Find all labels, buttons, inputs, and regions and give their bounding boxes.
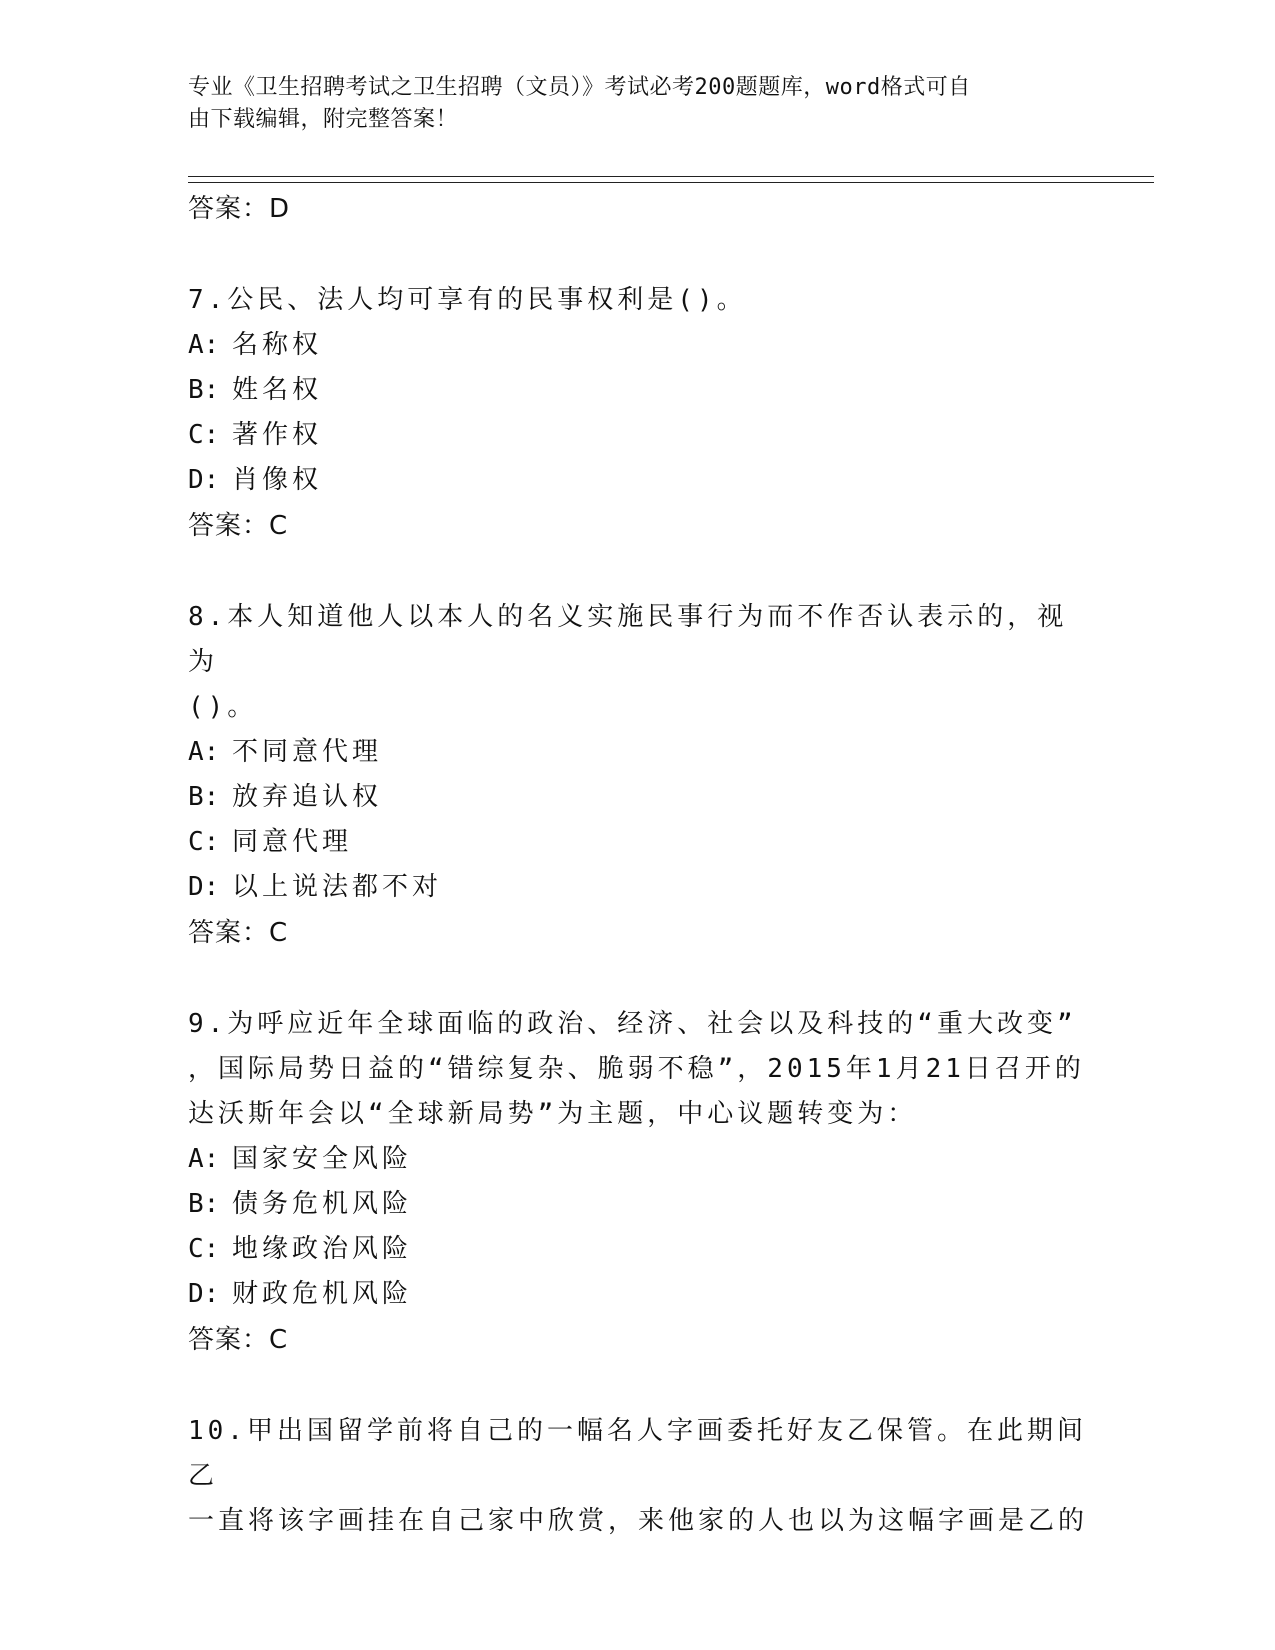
option-d xyxy=(188,865,1088,910)
question-block xyxy=(188,1002,1088,1363)
option-letter: A: xyxy=(188,330,220,360)
question-line: 达沃斯年会以“全球新局势”为主题，中心议题转变为： xyxy=(188,1099,918,1129)
option-letter: A: xyxy=(188,1144,220,1174)
option-a xyxy=(188,323,1088,368)
option-b xyxy=(188,1182,1088,1227)
option-b xyxy=(188,775,1088,820)
option-a xyxy=(188,1137,1088,1182)
option-c xyxy=(188,820,1088,865)
option-a xyxy=(188,730,1088,775)
option-b xyxy=(188,368,1088,413)
option-letter: B: xyxy=(188,1189,220,1219)
option-letter: D: xyxy=(188,1279,220,1309)
option-letter: D: xyxy=(188,465,220,495)
question-line: ，国际局势日益的“错综复杂、脆弱不稳”，2015年1月21日召开的 xyxy=(188,1054,1085,1084)
question-line: 9.为呼应近年全球面临的政治、经济、社会以及科技的“重大改变” xyxy=(188,1009,1077,1039)
option-text: 国家安全风险 xyxy=(232,1144,413,1174)
spacer xyxy=(188,232,1088,278)
option-text: 以上说法都不对 xyxy=(232,872,443,902)
question-text xyxy=(188,1002,1088,1137)
page-header xyxy=(188,72,1068,136)
question-line: 7.公民、法人均可享有的民事权利是()。 xyxy=(188,285,747,315)
option-text: 名称权 xyxy=(232,330,323,360)
spacer xyxy=(188,956,1088,1002)
question-text xyxy=(188,1409,1088,1544)
question-text xyxy=(188,278,1088,323)
question-block xyxy=(188,278,1088,549)
option-c xyxy=(188,413,1088,458)
spacer xyxy=(188,1363,1088,1409)
option-text: 地缘政治风险 xyxy=(232,1234,413,1264)
spacer xyxy=(188,549,1088,595)
option-text: 放弃追认权 xyxy=(232,782,383,812)
option-d xyxy=(188,1272,1088,1317)
option-text: 财政危机风险 xyxy=(232,1279,413,1309)
option-text: 不同意代理 xyxy=(232,737,383,767)
question-block xyxy=(188,1409,1088,1544)
question-line: 一直将该字画挂在自己家中欣赏，来他家的人也以为这幅字画是乙的 xyxy=(188,1506,1089,1536)
question-block xyxy=(188,595,1088,956)
option-letter: C: xyxy=(188,827,220,857)
question-line: 8.本人知道他人以本人的名义实施民事行为而不作否认表示的，视为 xyxy=(188,602,1068,677)
answer: 答案：C xyxy=(188,1325,289,1355)
question-text xyxy=(188,595,1088,730)
option-d xyxy=(188,458,1088,503)
option-text: 姓名权 xyxy=(232,375,323,405)
option-text: 著作权 xyxy=(232,420,323,450)
option-letter: A: xyxy=(188,737,220,767)
question-list xyxy=(188,186,1088,1544)
header-divider-bottom xyxy=(188,182,1154,183)
header-line-1: 专业《卫生招聘考试之卫生招聘（文员）》考试必考200题题库，word格式可自 xyxy=(188,75,971,100)
question-line: ()。 xyxy=(188,692,258,722)
option-letter: C: xyxy=(188,420,220,450)
question-line: 10.甲出国留学前将自己的一幅名人字画委托好友乙保管。在此期间乙 xyxy=(188,1416,1087,1491)
option-text: 债务危机风险 xyxy=(232,1189,413,1219)
option-text: 同意代理 xyxy=(232,827,353,857)
answer: 答案：C xyxy=(188,511,289,541)
header-divider-top xyxy=(188,176,1154,177)
option-letter: C: xyxy=(188,1234,220,1264)
option-text: 肖像权 xyxy=(232,465,323,495)
option-c xyxy=(188,1227,1088,1272)
option-letter: D: xyxy=(188,872,220,902)
option-letter: B: xyxy=(188,782,220,812)
option-letter: B: xyxy=(188,375,220,405)
answer: 答案：C xyxy=(188,918,289,948)
header-line-2: 由下载编辑，附完整答案！ xyxy=(188,107,459,132)
previous-answer: 答案：D xyxy=(188,194,291,224)
